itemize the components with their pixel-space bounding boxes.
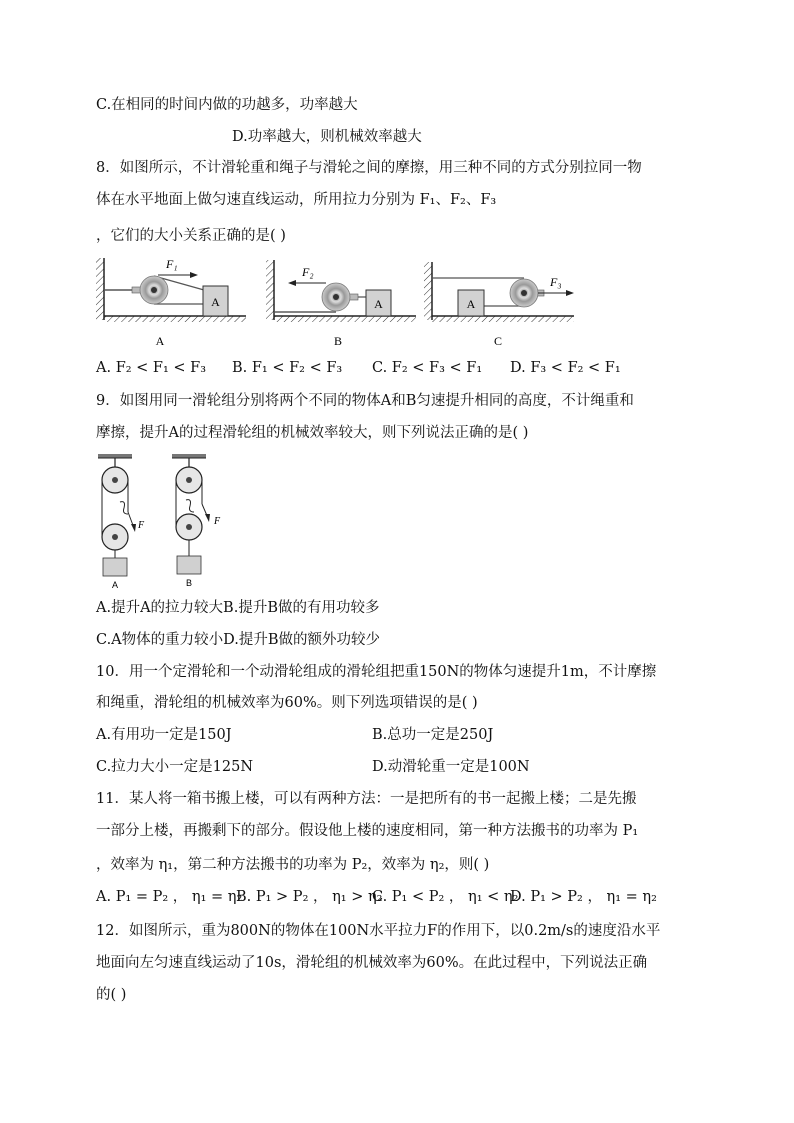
q12-text-2: 地面向左匀速直线运动了10s，滑轮组的机械效率为60%。在此过程中，下列说法正确 xyxy=(96,955,648,971)
q12-text-3: 的( ) xyxy=(96,987,127,1003)
q11-text-2: 一部分上楼，再搬剩下的部分。假设他上楼的速度相同，第一种方法搬书的功率为 P₁ xyxy=(96,823,639,839)
q9-force-b: F xyxy=(214,516,221,527)
q8-force-2: F₂ xyxy=(302,265,314,279)
q9-options-1: A.提升A的拉力较大B.提升B做的有用功较多 xyxy=(96,600,380,616)
q8-text-3: ，它们的大小关系正确的是( ) xyxy=(96,228,286,244)
q9-figure xyxy=(90,452,230,592)
q8-force-3: F₃ xyxy=(550,275,562,289)
q12-text-1: 12．如图所示，重为800N的物体在100N水平拉力F的作用下，以0.2m/s的速度沿水平 xyxy=(96,923,661,939)
q8-option-d: D. F₃ < F₂ < F₁ xyxy=(510,360,621,376)
q10-option-d: D.动滑轮重一定是100N xyxy=(372,759,530,775)
q8-text-2: 体在水平地面上做匀速直线运动，所用拉力分别为 F₁、F₂、F₃ xyxy=(96,192,497,208)
q9-pulley-b xyxy=(172,454,221,588)
q8-figure-label-c: C xyxy=(493,334,503,348)
q8-block-label-c: A xyxy=(466,297,476,311)
q10-option-b: B.总功一定是250J xyxy=(372,727,494,743)
q11-option-b: B. P₁ > P₂ ， η₁ > η₂ xyxy=(236,889,383,905)
q8-option-b: B. F₁ < F₂ < F₃ xyxy=(232,360,343,376)
q10-option-c: C.拉力大小一定是125N xyxy=(96,759,254,775)
q7-option-c: C.在相同的时间内做的功越多，功率越大 xyxy=(96,97,358,113)
q8-figure-b xyxy=(266,260,416,348)
q10-text-1: 10．用一个定滑轮和一个动滑轮组成的滑轮组把重150N的物体匀速提升1m，不计摩擦 xyxy=(96,664,657,680)
q8-figure xyxy=(94,250,594,350)
q11-option-a: A. P₁ = P₂ ， η₁ = η₂ xyxy=(96,889,243,905)
q8-figure-c xyxy=(424,262,574,348)
q8-option-c: C. F₂ < F₃ < F₁ xyxy=(372,360,483,376)
q11-option-c: C. P₁ < P₂ ， η₁ < η₂ xyxy=(372,889,519,905)
q9-options-2: C.A物体的重力较小D.提升B做的额外功较少 xyxy=(96,632,381,648)
q9-text-2: 摩擦，提升A的过程滑轮组的机械效率较大，则下列说法正确的是( ) xyxy=(96,425,529,441)
q8-figure-label-b: B xyxy=(333,334,343,348)
q11-text-1: 11．某人将一箱书搬上楼，可以有两种方法：一是把所有的书一起搬上楼；二是先搬 xyxy=(96,791,637,807)
q8-figure-a xyxy=(96,257,246,348)
q11-text-3: ，效率为 η₁，第二种方法搬书的功率为 P₂，效率为 η₂，则( ) xyxy=(96,857,490,873)
q8-figure-label-a: A xyxy=(155,334,165,348)
q10-text-2: 和绳重，滑轮组的机械效率为60%。则下列选项错误的是( ) xyxy=(96,695,478,711)
q9-pulley-a xyxy=(98,454,145,590)
q7-option-d: D.功率越大，则机械效率越大 xyxy=(232,129,422,145)
q9-force-a: F xyxy=(138,520,145,531)
q8-option-a: A. F₂ < F₁ < F₃ xyxy=(96,360,207,376)
q8-text-1: 8．如图所示，不计滑轮重和绳子与滑轮之间的摩擦，用三种不同的方式分别拉同一物 xyxy=(96,160,642,176)
q11-option-d: D. P₁ > P₂ ， η₁ = η₂ xyxy=(510,889,657,905)
q9-label-b: B xyxy=(185,578,193,588)
q10-option-a: A.有用功一定是150J xyxy=(96,727,232,743)
q9-text-1: 9．如图用同一滑轮组分别将两个不同的物体A和B匀速提升相同的高度，不计绳重和 xyxy=(96,393,634,409)
q9-label-a: A xyxy=(111,580,119,590)
q8-block-label-b: A xyxy=(374,297,383,311)
q8-force-1: F₁ xyxy=(166,257,178,271)
q8-block-label: A xyxy=(211,295,220,309)
